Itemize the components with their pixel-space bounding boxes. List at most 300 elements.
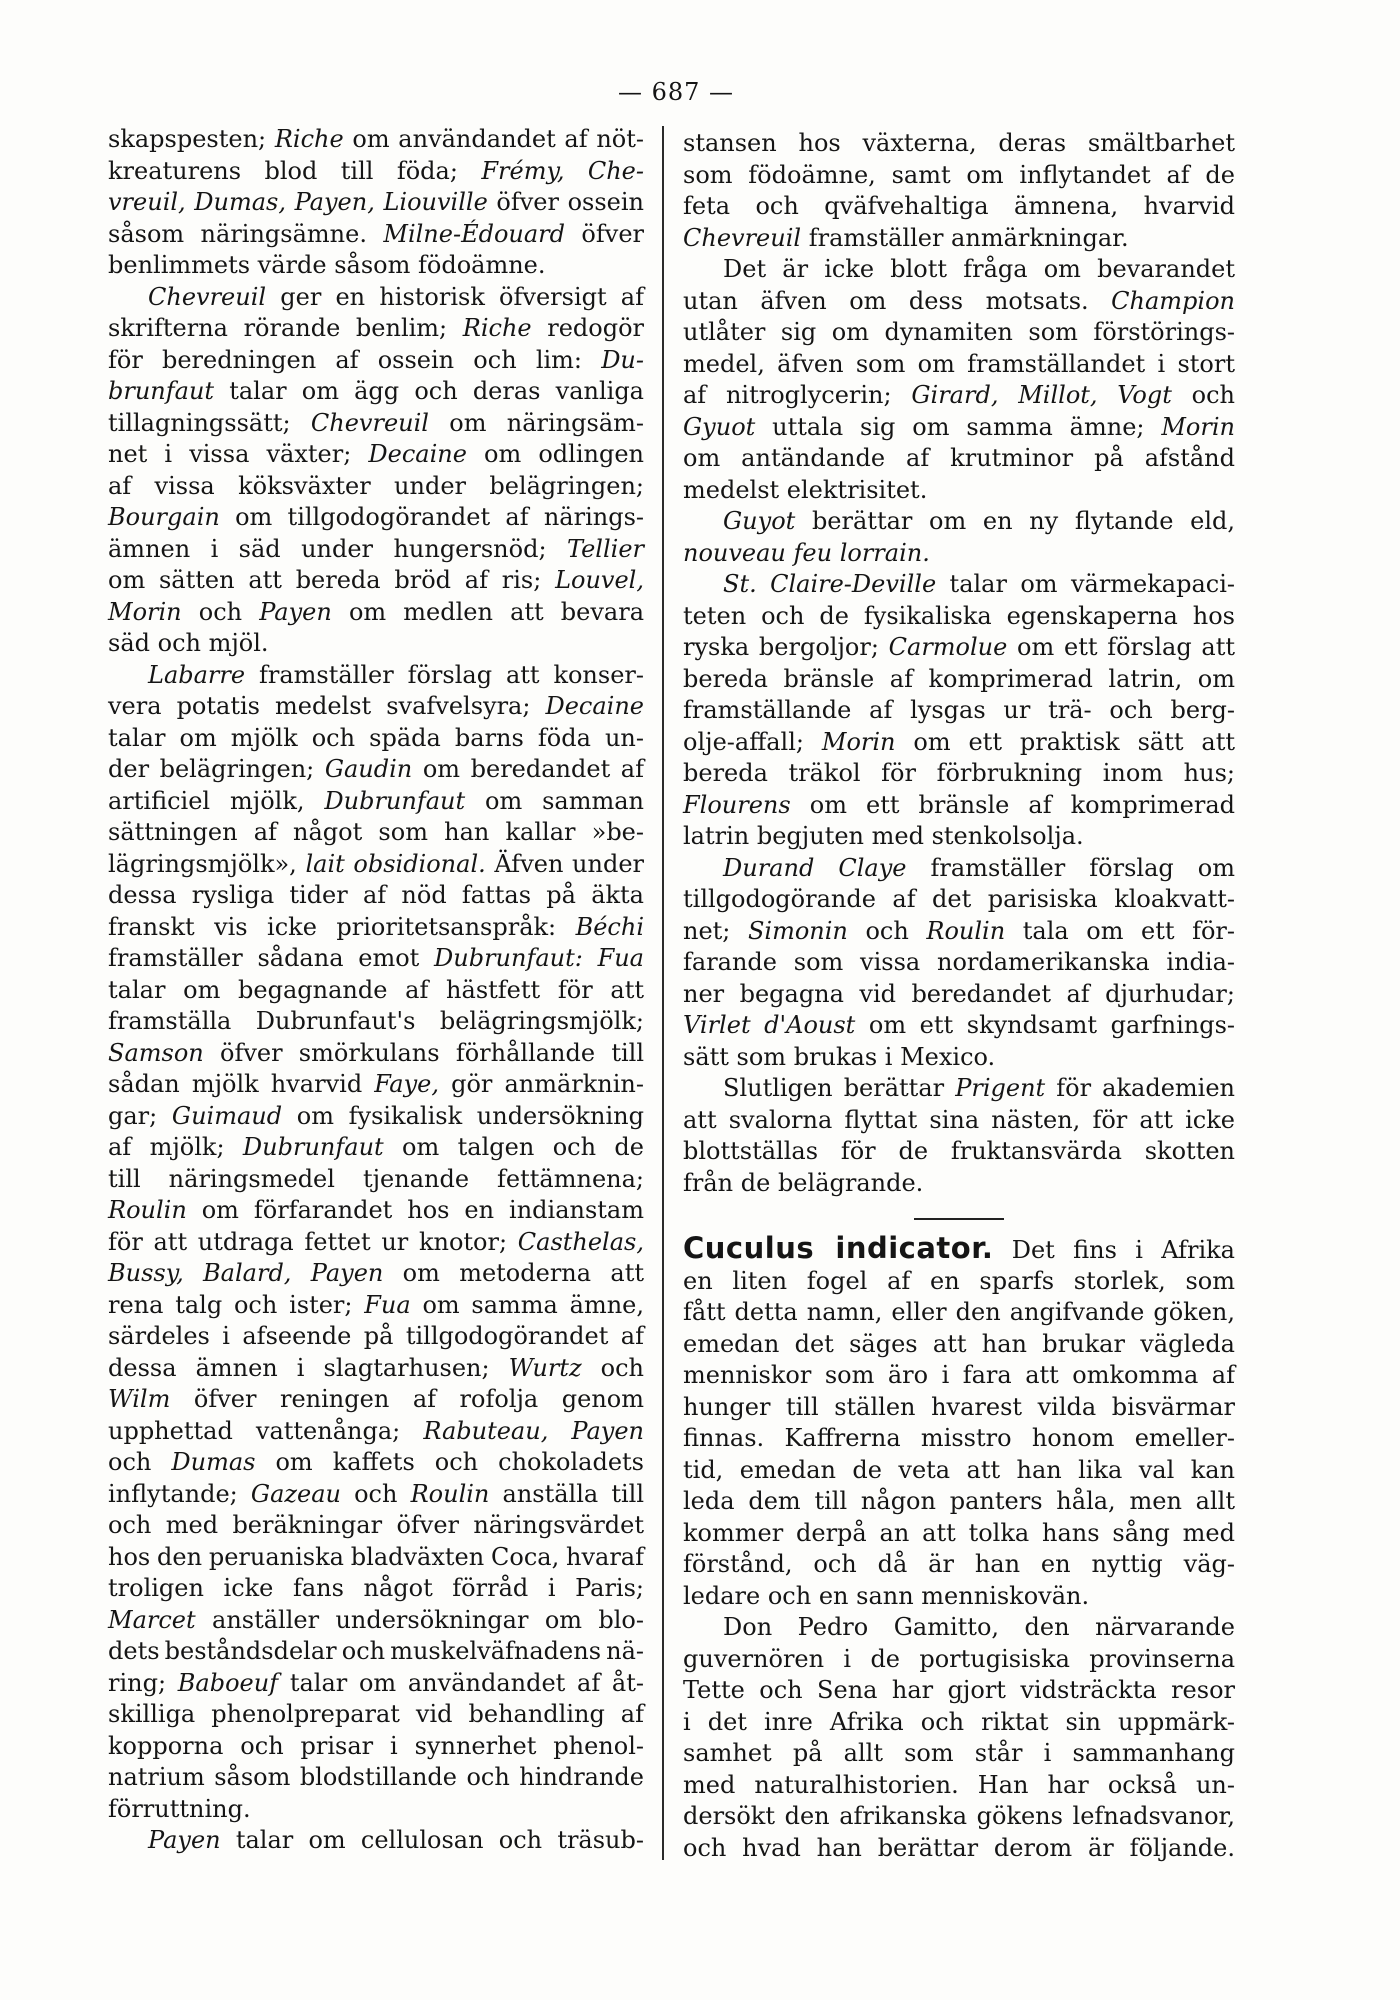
line-text <box>683 1136 1235 1168</box>
text-line <box>108 628 644 660</box>
line-text <box>108 1227 644 1259</box>
line-text <box>683 1455 1235 1487</box>
text-line <box>108 1038 644 1070</box>
text-run: säd och mjöl. <box>108 629 269 657</box>
line-text <box>108 408 644 440</box>
text-run: der belägringen; <box>108 755 325 783</box>
line-text <box>683 1010 1235 1042</box>
line-text <box>723 1073 1235 1105</box>
text-line <box>108 912 644 944</box>
text-line <box>108 1668 644 1700</box>
text-line <box>683 286 1235 318</box>
italic-run: Chevreuil <box>310 408 429 437</box>
text-run: teten och de fysikaliska egenskaperna hos <box>683 601 1235 630</box>
text-line <box>683 1297 1235 1329</box>
line-text <box>683 884 1235 916</box>
text-line <box>108 597 644 629</box>
text-run: om ett bränsle af komprimerad <box>790 790 1235 819</box>
line-text <box>683 1644 1235 1676</box>
line-text <box>683 1266 1235 1298</box>
text-line <box>108 1227 644 1259</box>
text-run: natrium såsom blodstillande och hindrande <box>108 1763 644 1791</box>
text-line <box>683 1266 1235 1298</box>
text-run: dersökt den afrikanska gökens lefnadsvanor, <box>683 1802 1235 1830</box>
text-run: talar om mjölk och späda barns föda un- <box>108 723 644 752</box>
text-line <box>108 1825 644 1857</box>
line-text <box>108 597 644 629</box>
text-run: upphettad vattenånga; <box>108 1416 424 1445</box>
text-run: och hvad han berättar derom är följande. <box>683 1833 1235 1862</box>
italic-run: Durand Claye <box>723 853 907 882</box>
text-run: om näringsäm- <box>428 408 644 437</box>
text-run: talar om värmekapaci- <box>936 570 1235 598</box>
paragraph <box>683 1073 1235 1199</box>
italic-run: Baboeuf <box>177 1668 279 1697</box>
italic-run: Flourens <box>683 790 791 819</box>
text-line <box>683 1801 1235 1833</box>
article-heading: Cuculus indicator. <box>683 1231 994 1265</box>
line-text <box>108 1447 644 1479</box>
text-run: troligen icke fans något förråd i Paris; <box>108 1574 644 1602</box>
line-text <box>683 664 1235 696</box>
italic-run: Guimaud <box>171 1101 283 1130</box>
left-column <box>108 124 644 1857</box>
text-run: medel, äfven som om framställandet i stort <box>683 349 1235 378</box>
text-line <box>683 1136 1235 1168</box>
text-run: kreaturens blod till föda; <box>108 156 482 185</box>
text-line <box>108 754 644 786</box>
text-run: dessa rysliga tider af nöd fattas på äkta <box>108 881 644 909</box>
italic-run: Bourgain <box>108 503 220 531</box>
text-run: kopporna och prisar i synnerhet phenol- <box>108 1731 644 1760</box>
text-run: menniskor som äro i fara att omkomma af <box>683 1361 1235 1389</box>
right-column <box>683 128 1235 1864</box>
line-text <box>683 1738 1235 1770</box>
text-line <box>683 758 1235 790</box>
text-line <box>108 1573 644 1605</box>
text-run: om ett förslag att <box>1007 633 1236 661</box>
text-run: öfver reningen af rofolja genom <box>170 1385 644 1413</box>
text-line <box>683 1707 1235 1739</box>
text-line <box>683 1549 1235 1581</box>
line-text <box>683 1801 1235 1833</box>
text-run: sättningen af något som han kallar »be- <box>108 818 644 846</box>
text-run: framställa Dubrunfaut's belägringsmjölk; <box>108 1007 644 1035</box>
italic-run: Carmolue <box>888 633 1008 661</box>
line-text <box>108 1416 644 1448</box>
line-text <box>108 439 644 471</box>
paragraph <box>683 254 1235 506</box>
text-line <box>108 1762 644 1794</box>
text-run: för beredningen af ossein och lim: <box>108 345 602 374</box>
line-text <box>108 1573 644 1605</box>
page-number: — 687 — <box>617 78 735 106</box>
italic-run: Wilm <box>108 1385 171 1413</box>
line-text <box>148 1825 644 1857</box>
line-text <box>108 1384 644 1416</box>
section-separator <box>683 1199 1235 1234</box>
italic-run: Gaudin <box>324 755 413 783</box>
text-line <box>683 1738 1235 1770</box>
text-run: af vissa köksväxter under belägringen; <box>108 471 644 500</box>
text-line <box>108 124 644 156</box>
text-line <box>108 1195 644 1227</box>
italic-run: Chevreuil <box>683 223 802 252</box>
text-line <box>683 1073 1235 1105</box>
line-text <box>683 1360 1235 1392</box>
text-line <box>108 187 644 219</box>
text-line <box>683 1612 1235 1644</box>
line-text <box>108 1479 644 1511</box>
text-line <box>683 1518 1235 1550</box>
text-run: net i vissa växter; <box>108 440 369 468</box>
text-line <box>683 1392 1235 1424</box>
text-run: öfver <box>565 219 644 248</box>
italic-run: nouveau feu lorrain. <box>683 538 930 567</box>
text-run: talar om cellulosan och träsub- <box>220 1826 644 1854</box>
text-run: och <box>108 1448 172 1476</box>
text-line <box>683 664 1235 696</box>
line-text <box>683 412 1235 444</box>
text-run: kommer derpå an att tolka hans sång med <box>683 1518 1235 1547</box>
line-text <box>683 1581 1089 1613</box>
line-text <box>108 376 644 408</box>
text-line <box>683 727 1235 759</box>
text-run: öfver smörkulans förhållande till <box>203 1038 644 1067</box>
line-text <box>108 1101 644 1133</box>
text-run: stansen hos växterna, deras smältbarhet <box>683 129 1235 157</box>
line-text <box>683 790 1235 822</box>
line-text <box>108 250 546 282</box>
text-run: Tette och Sena har gjort vidsträckta resor <box>683 1676 1235 1704</box>
text-run: utan äfven om dess motsats. <box>683 286 1112 315</box>
line-text <box>108 1731 644 1763</box>
line-text <box>108 565 644 597</box>
text-run: om förfarandet hos en indianstam <box>186 1196 644 1224</box>
italic-run: Milne-Édouard <box>383 219 566 248</box>
text-line <box>683 1105 1235 1137</box>
line-text <box>108 817 644 849</box>
text-line <box>683 979 1235 1011</box>
text-run: sådan mjölk hvarvid <box>108 1070 375 1098</box>
text-run: framställer sådana emot <box>108 944 435 972</box>
italic-run: Dubrunfaut <box>242 1133 384 1161</box>
line-text <box>108 975 644 1007</box>
line-text <box>108 1132 644 1164</box>
italic-run: vreuil, Dumas, Payen, Liouville <box>108 188 488 216</box>
italic-run: Louvel, <box>555 566 644 594</box>
text-run: framställer förslag om <box>906 853 1236 882</box>
line-text <box>683 979 1235 1011</box>
paragraph <box>683 569 1235 853</box>
paragraph <box>683 506 1235 569</box>
text-line <box>683 160 1235 192</box>
line-text <box>683 1707 1235 1739</box>
text-line <box>108 1069 644 1101</box>
text-run: utlåter sig om dynamiten som förstörings- <box>683 318 1235 346</box>
text-run: särdeles i afseende på tillgodogörandet af <box>108 1322 644 1350</box>
line-text <box>683 1329 1235 1361</box>
text-run: skilliga phenolpreparat vid behandling af <box>108 1700 644 1728</box>
text-run: farande som vissa nordamerikanska india- <box>683 948 1235 976</box>
text-line <box>683 191 1235 223</box>
text-run: om samman <box>465 786 645 815</box>
line-text <box>108 187 644 219</box>
text-run: af nitroglycerin; <box>683 381 912 409</box>
italic-run: Decaine <box>545 692 644 720</box>
text-line <box>108 156 644 188</box>
italic-run: Champion <box>1111 286 1235 315</box>
text-run: ring; <box>108 1668 178 1697</box>
text-line <box>108 1164 644 1196</box>
text-line <box>108 1605 644 1637</box>
line-text <box>683 1675 1235 1707</box>
line-text <box>108 1290 644 1322</box>
text-line <box>108 975 644 1007</box>
text-run: talar om begagnande af hästfett för att <box>108 975 644 1004</box>
text-line <box>683 223 1235 255</box>
line-text <box>683 286 1235 318</box>
text-run: blottställas för de fruktansvärda skotten <box>683 1137 1235 1165</box>
text-run: skrifterna rörande benlim; <box>108 314 463 342</box>
text-run: tillagningssätt; <box>108 408 311 437</box>
text-run: medelst elektrisitet. <box>683 475 928 504</box>
text-line <box>683 1329 1235 1361</box>
line-text <box>683 475 927 507</box>
text-run: ner begagna vid beredandet af djurhudar; <box>683 979 1235 1008</box>
text-line <box>108 723 644 755</box>
italic-run: Gyuot <box>683 412 756 441</box>
text-run: leda dem till någon panters håla, men allt <box>683 1487 1235 1515</box>
text-line <box>683 1675 1235 1707</box>
italic-run: Roulin <box>108 1196 187 1224</box>
text-run: dets beståndsdelar och muskelväfnadens nä- <box>108 1637 644 1665</box>
text-line <box>108 943 644 975</box>
line-text <box>108 1006 644 1038</box>
text-line <box>108 1384 644 1416</box>
text-run: Det är icke blott fråga om bevarandet <box>723 255 1235 283</box>
italic-run: Riche <box>274 125 344 153</box>
line-text <box>108 1668 644 1700</box>
text-run: franskt vis icke prioritetsanspråk: <box>108 912 576 941</box>
italic-run: Chevreuil <box>148 282 267 311</box>
text-run: tid, emedan de veta att han lika val kan <box>683 1455 1235 1484</box>
italic-run: brunfaut <box>108 377 215 405</box>
text-line <box>108 880 644 912</box>
line-text <box>108 534 644 566</box>
line-text <box>108 849 644 881</box>
italic-run: Frémy, Che- <box>481 156 644 185</box>
line-text <box>683 1423 1235 1455</box>
italic-run: Béchi <box>575 912 644 941</box>
text-run: för att utdraga fettet ur knotor; <box>108 1227 518 1256</box>
italic-run: Prigent <box>955 1074 1046 1102</box>
text-run: guvernören i de portugisiska provinserna <box>683 1644 1235 1673</box>
text-run: och med beräkningar öfver näringsvärdet <box>108 1511 644 1539</box>
line-text <box>683 727 1235 759</box>
paragraph <box>683 1231 1235 1612</box>
text-line <box>108 565 644 597</box>
line-text <box>108 1353 644 1385</box>
italic-run: Decaine <box>368 440 467 468</box>
text-line <box>683 1042 1235 1074</box>
text-line <box>683 569 1235 601</box>
text-line <box>683 1360 1235 1392</box>
line-text <box>108 502 644 534</box>
line-text <box>683 538 930 570</box>
italic-run: Rabuteau, Payen <box>423 1416 645 1445</box>
text-run: om antändande af krutminor på afstånd <box>683 444 1235 472</box>
text-run: och <box>1171 381 1235 409</box>
paragraph <box>683 128 1235 254</box>
text-run: om sätten att bereda bröd af ris; <box>108 566 556 594</box>
text-line <box>108 219 644 251</box>
text-run: och <box>181 597 260 626</box>
text-run: lägringsmjölk», <box>108 849 306 878</box>
text-run: och <box>581 1353 644 1382</box>
line-text <box>108 1510 644 1542</box>
text-run: som födoämne, samt om inflytandet af de <box>683 160 1235 189</box>
text-line <box>683 349 1235 381</box>
text-run: ledare och en sann menniskovän. <box>683 1581 1090 1610</box>
text-run: Slutligen berättar <box>723 1074 956 1102</box>
line-text <box>108 786 644 818</box>
text-line <box>108 1636 644 1668</box>
line-text <box>108 912 644 944</box>
text-line <box>683 443 1235 475</box>
text-run: dessa ämnen i slagtarhusen; <box>108 1353 509 1382</box>
text-run: hos den peruaniska bladväxten Coca, hvaraf <box>108 1542 645 1571</box>
italic-run: Guyot <box>723 507 796 535</box>
text-line <box>108 376 644 408</box>
text-run: om kaffets och chokoladets <box>255 1448 644 1476</box>
italic-run: Morin <box>1161 412 1235 441</box>
paragraph <box>108 124 644 282</box>
text-run: sätt som brukas i Mexico. <box>683 1042 996 1071</box>
line-text <box>683 1042 995 1074</box>
line-text <box>108 1605 644 1637</box>
text-line <box>683 821 1235 853</box>
italic-run: lait obsidional. <box>305 849 486 878</box>
line-text <box>108 880 644 912</box>
text-line <box>683 884 1235 916</box>
text-run: Äfven under <box>485 849 644 878</box>
italic-run: Girard, Millot, Vogt <box>911 381 1172 409</box>
text-line <box>683 1486 1235 1518</box>
text-run: redogör <box>531 314 644 342</box>
text-line <box>683 128 1235 160</box>
text-run: att svalorna flyttat sina nästen, för att icke <box>683 1105 1235 1134</box>
line-text <box>148 660 644 692</box>
text-run: ämnen i säd under hungersnöd; <box>108 534 567 563</box>
line-text <box>723 569 1235 601</box>
text-line <box>683 632 1235 664</box>
text-line <box>108 1132 644 1164</box>
text-run: framställande af lysgas ur trä- och berg- <box>683 696 1235 724</box>
text-run: om ett praktisk sätt att <box>895 727 1235 756</box>
line-text <box>723 254 1235 286</box>
line-text <box>683 821 1084 853</box>
text-run: om ett skyndsamt garfnings- <box>855 1011 1236 1039</box>
line-text <box>108 1762 644 1794</box>
text-line <box>108 786 644 818</box>
text-line <box>108 1258 644 1290</box>
text-run: anställer undersökningar om blo- <box>195 1605 644 1634</box>
line-text <box>683 317 1235 349</box>
line-text <box>108 691 644 723</box>
text-run: till näringsmedel tjenande fettämnena; <box>108 1164 644 1193</box>
line-text <box>108 313 644 345</box>
line-text <box>723 506 1235 538</box>
paragraph <box>683 853 1235 1074</box>
line-text <box>683 695 1235 727</box>
line-text <box>108 156 644 188</box>
text-run: förruttning. <box>108 1794 251 1823</box>
text-run: vera potatis medelst svafvelsyra; <box>108 692 546 720</box>
text-line <box>683 380 1235 412</box>
text-run: och <box>847 916 927 945</box>
text-run: skapspesten; <box>108 125 275 153</box>
italic-run: Labarre <box>148 660 246 689</box>
italic-run: Tellier <box>566 534 644 563</box>
text-line <box>683 412 1235 444</box>
text-run: förstånd, och då är han en nyttig väg- <box>683 1550 1235 1578</box>
text-run: om fysikalisk undersökning <box>282 1101 644 1130</box>
text-run: finnas. Kaffrerna misstro honom emeller- <box>683 1424 1235 1452</box>
right-column-section <box>683 128 1235 1199</box>
text-line <box>683 1833 1235 1865</box>
text-line <box>683 1231 1235 1266</box>
line-text <box>108 1699 644 1731</box>
text-line <box>108 691 644 723</box>
italic-run: Payen <box>259 597 332 626</box>
text-run: Det fins i Afrika <box>993 1236 1235 1264</box>
text-run: tillgodogörande af det parisiska kloakvatt- <box>683 885 1235 913</box>
text-run: och <box>340 1479 411 1508</box>
text-run: om användandet af nöt- <box>343 125 644 153</box>
text-line <box>683 916 1235 948</box>
text-line <box>108 1353 644 1385</box>
text-line <box>108 345 644 377</box>
line-text <box>683 916 1235 948</box>
text-line <box>683 601 1235 633</box>
text-line <box>108 471 644 503</box>
italic-run: Dubrunfaut <box>324 786 466 815</box>
italic-run: Casthelas, <box>517 1227 644 1256</box>
paragraph <box>108 282 644 660</box>
text-run: om samma ämne, <box>410 1290 644 1319</box>
text-line <box>108 502 644 534</box>
text-line <box>108 1510 644 1542</box>
line-text <box>108 1164 644 1196</box>
text-line <box>108 1101 644 1133</box>
italic-run: Morin <box>821 727 896 756</box>
text-run: om metoderna att <box>383 1259 644 1287</box>
line-text <box>683 1833 1235 1865</box>
text-line <box>108 849 644 881</box>
line-text <box>683 1168 923 1200</box>
text-run: för akademien <box>1045 1074 1235 1102</box>
text-run: fått detta namn, eller den angifvande göken, <box>683 1298 1235 1326</box>
text-run: om medlen att bevara <box>331 597 644 626</box>
text-run: ger en historisk öfversigt af <box>266 282 644 311</box>
text-line <box>108 1321 644 1353</box>
text-line <box>108 1447 644 1479</box>
text-run: olje-affall; <box>683 727 822 756</box>
text-line <box>108 1290 644 1322</box>
text-line <box>108 1699 644 1731</box>
line-text <box>683 632 1235 664</box>
